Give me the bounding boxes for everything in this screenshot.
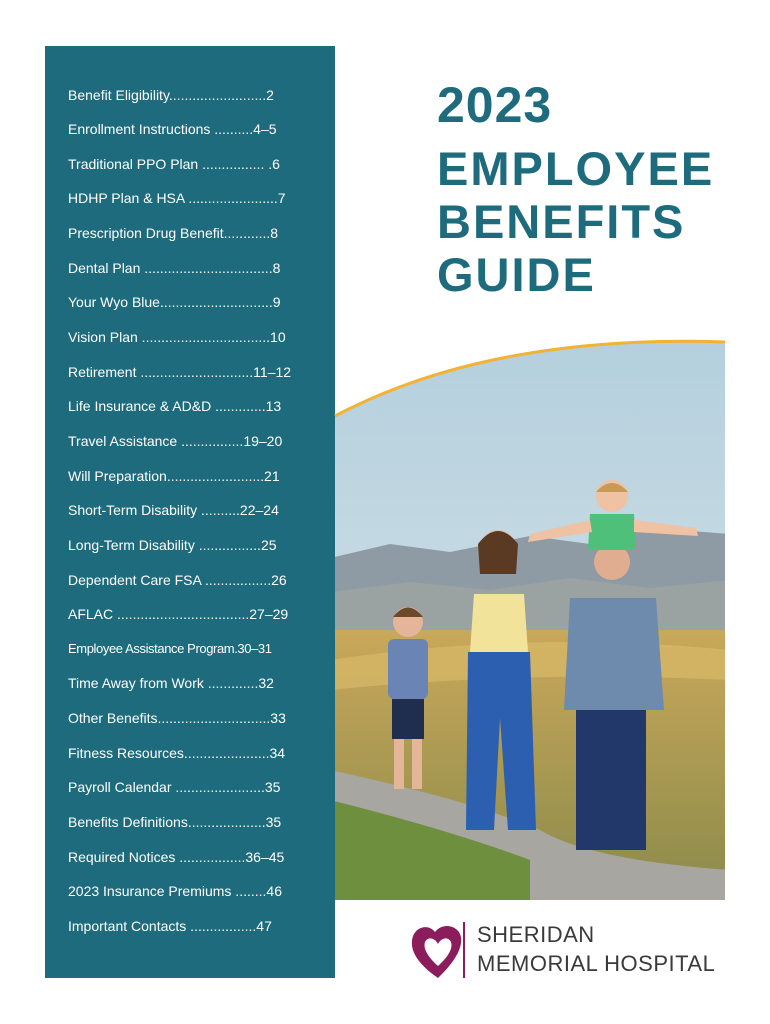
toc-item: Will Preparation.........................21 xyxy=(68,468,280,484)
family-photo-illustration xyxy=(330,330,730,900)
title-benefits: BENEFITS xyxy=(437,195,686,248)
toc-item: Short-Term Disability ..........22–24 xyxy=(68,502,279,518)
title-year: 2023 xyxy=(437,77,553,133)
toc-item: HDHP Plan & HSA .......................7 xyxy=(68,190,286,206)
heart-logo-icon xyxy=(405,918,471,982)
toc-item: Traditional PPO Plan ................ .6 xyxy=(68,156,280,172)
toc-item: Vision Plan .................................10 xyxy=(68,329,286,345)
toc-item: Time Away from Work .............32 xyxy=(68,675,274,691)
family-photo xyxy=(330,330,730,900)
toc-item: Benefits Definitions....................35 xyxy=(68,814,282,830)
logo-line-memorial-hospital: MEMORIAL HOSPITAL xyxy=(477,951,716,976)
toc-item: AFLAC ..................................27–29 xyxy=(68,606,289,622)
toc-item: Prescription Drug Benefit............8 xyxy=(68,225,279,241)
toc-item: Benefit Eligibility.........................2 xyxy=(68,87,274,103)
toc-item: Important Contacts .................47 xyxy=(68,918,272,934)
toc-item: Enrollment Instructions ..........4–5 xyxy=(68,121,277,137)
toc-item: Required Notices .................36–45 xyxy=(68,849,285,865)
toc-item: Retirement .............................11–12 xyxy=(68,364,292,380)
toc-item: 2023 Insurance Premiums ........46 xyxy=(68,883,282,899)
title-employee: EMPLOYEE xyxy=(437,142,715,195)
logo-divider xyxy=(463,922,465,978)
toc-item: Dental Plan .................................8 xyxy=(68,260,281,276)
toc-item: Long-Term Disability ................25 xyxy=(68,537,277,553)
logo-line-sheridan: SHERIDAN xyxy=(477,922,595,947)
table-of-contents-panel xyxy=(45,46,335,978)
toc-item: Dependent Care FSA .................26 xyxy=(68,572,287,588)
toc-item: Your Wyo Blue.............................9 xyxy=(68,294,281,310)
toc-item: Life Insurance & AD&D .............13 xyxy=(68,398,282,414)
toc-item: Employee Assistance Program.30–31 xyxy=(68,641,272,656)
title-guide: GUIDE xyxy=(437,248,596,301)
toc-item: Other Benefits.............................33 xyxy=(68,710,286,726)
toc-item: Travel Assistance ................19–20 xyxy=(68,433,283,449)
toc-item: Fitness Resources......................34 xyxy=(68,745,286,761)
toc-item: Payroll Calendar .......................35 xyxy=(68,779,281,795)
